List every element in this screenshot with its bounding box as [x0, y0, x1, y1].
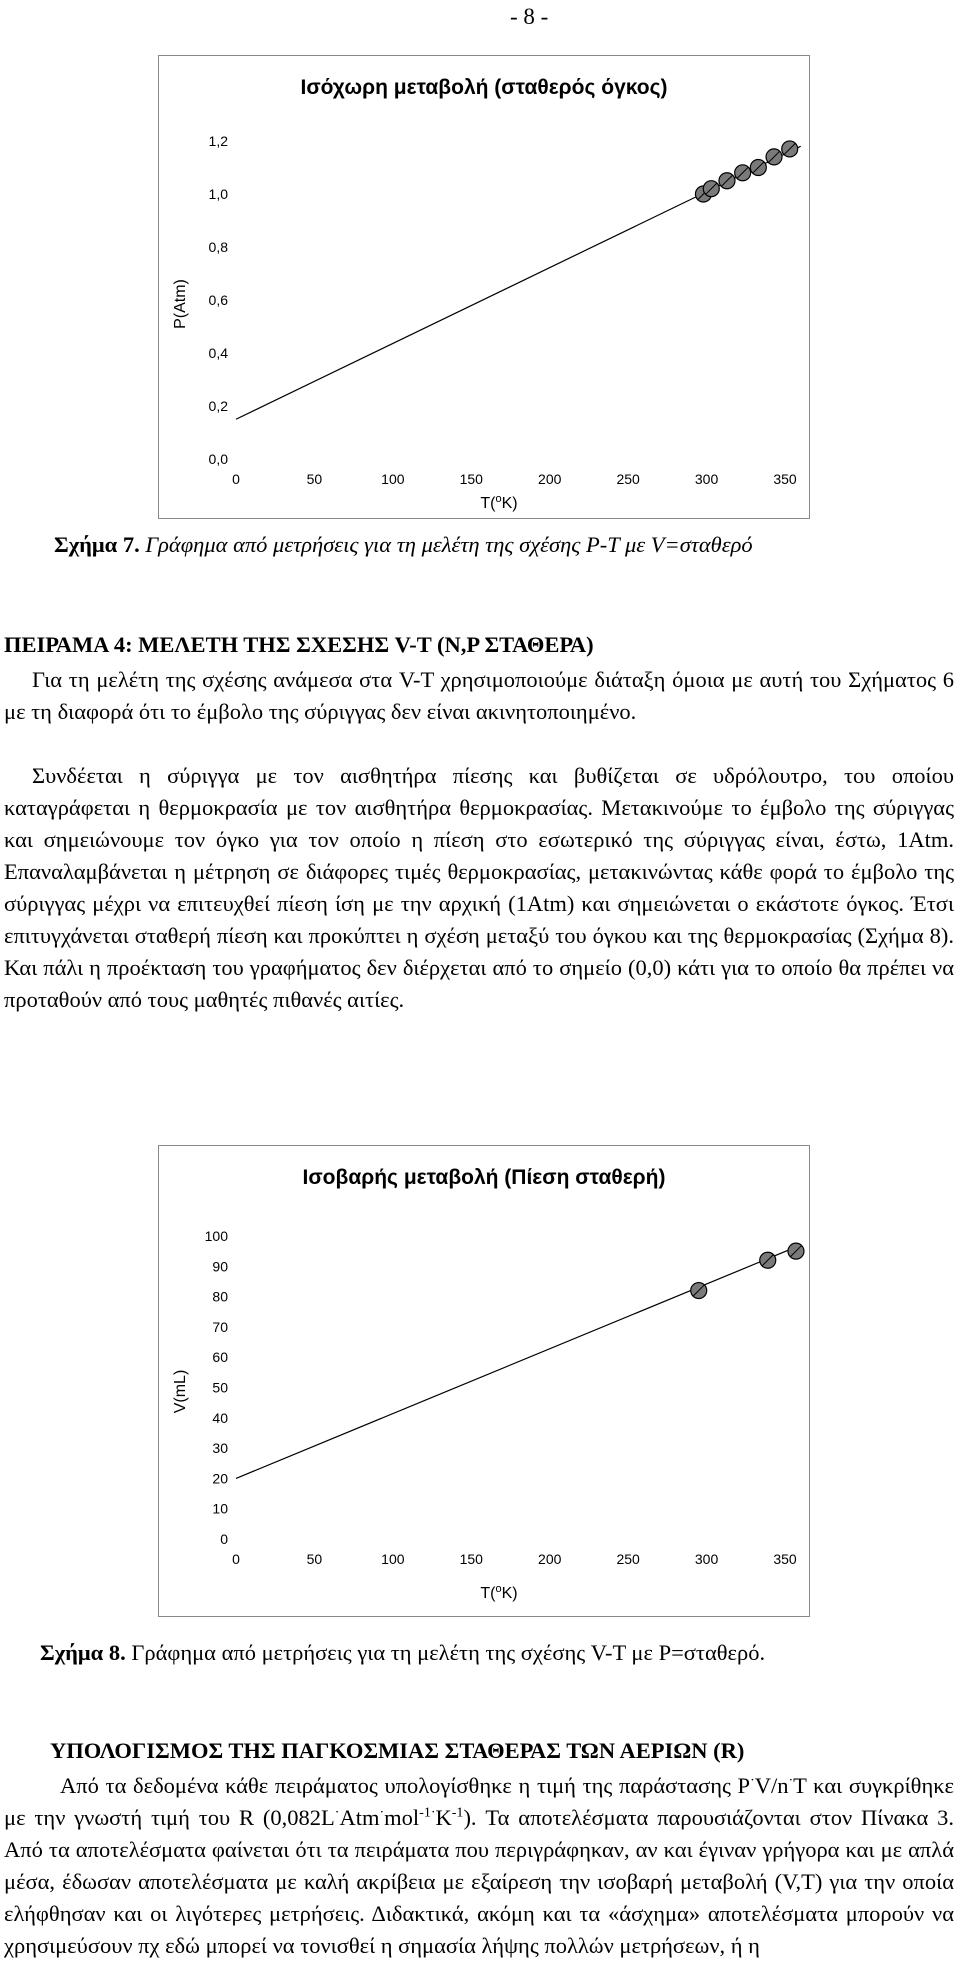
isochoric-chart-title: Ισόχωρη μεταβολή (σταθερός όγκος) [300, 76, 668, 99]
figure-8-caption-text: Γράφημα από μετρήσεις για τη μελέτη της σχέσης V-T με P=σταθερό. [125, 1640, 766, 1665]
isochoric-x-tick-label: 250 [616, 471, 640, 487]
isobaric-chart-title: Ισοβαρής μεταβολή (Πίεση σταθερή) [302, 1166, 666, 1189]
isochoric-x-tick-label: 100 [381, 471, 405, 487]
isobaric-x-tick-label: 150 [459, 1551, 483, 1567]
gas-constant-text-f: K [435, 1805, 452, 1830]
isochoric-y-tick-label: 1,2 [208, 133, 228, 149]
isochoric-y-tick-label: 1,0 [208, 186, 228, 202]
figure-8-caption [40, 1640, 765, 1666]
isochoric-x-tick-label: 300 [694, 471, 719, 487]
experiment-4-title: ΠΕΙΡΑΜΑ 4: ΜΕΛΕΤΗ ΤΗΣ ΣΧΕΣΗΣ V-T (N,P ΣΤΑΘΕΡΑ) [4, 632, 594, 657]
isochoric-x-tick-label: 200 [538, 471, 562, 487]
gas-constant-title: ΥΠΟΛΟΓΙΣΜΟΣ ΤΗΣ ΠΑΓΚΟΣΜΙΑΣ ΣΤΑΘΕΡΑΣ ΤΩΝ ΑΕΡΙΩΝ (R) [50, 1738, 745, 1763]
isochoric-x-tick-label: 50 [306, 471, 323, 487]
isobaric-y-tick-label: 30 [212, 1440, 228, 1457]
gas-constant-text-c: T και συγκρίθηκε με την γνωστή τιμή του R (0,082L [4, 1773, 954, 1830]
chart-isobaric-svg [159, 1146, 809, 1616]
dot-4: · [379, 1805, 385, 1821]
isobaric-y-tick-label: 10 [212, 1500, 228, 1517]
isobaric-x-tick-label: 100 [381, 1551, 405, 1567]
isochoric-x-tick-label: 350 [773, 471, 797, 487]
dot-3: · [334, 1805, 340, 1821]
experiment-4-paragraph-1: Για τη μελέτη της σχέσης ανάμεσα στα V-T χρησιμοποιούμε διάταξη όμοια με αυτή του Σχήματος 6 με τη διαφορά ότι το έμβολο της σύριγγας δεν είναι ακινητοποιημένο. [4, 667, 954, 724]
isochoric-y-tick-label: 0,4 [208, 345, 228, 361]
gas-constant-text-d: Atm [339, 1805, 380, 1830]
chart-isobaric [158, 1145, 810, 1617]
isobaric-x-tick-label: 50 [306, 1551, 323, 1567]
isobaric-y-tick-label: 90 [212, 1258, 228, 1275]
gas-constant-paragraph [4, 1770, 954, 1962]
page-number: - 8 - [510, 4, 549, 29]
gas-constant-text-g: ). Τα αποτελέσματα παρουσιάζονται στον Πίνακα 3. Από τα αποτελέσματα φαίνεται ότι τα πειράματα που περιγράφηκαν, αν και έγιναν γρήγορα και με απλά μέσα, έδωσαν αποτελέσματα με καλή ακρίβεια με εξαίρεση την ισοβαρή μεταβολή (V,T) για την οποία ελήφθησαν και οι λιγότερες μετρήσεις. Διδακτικά, ακόμη και τα «άσχημα» αποτελέσματα μπορούν να χρησιμεύσουν πχ εδώ μπορεί να τονισθεί η σημασία λήψης πολλών μετρήσεων, ή η [4, 1805, 954, 1958]
isobaric-y-tick-label: 80 [212, 1288, 228, 1305]
gas-constant-text-a: Από τα δεδομένα κάθε πειράματος υπολογίσθηκε η τιμή της παράστασης P [60, 1773, 751, 1798]
isobaric-x-tick-label: 250 [616, 1551, 640, 1567]
isobaric-x-tick-label: 350 [773, 1551, 797, 1567]
gas-constant-text-e: mol [384, 1805, 420, 1830]
isobaric-y-tick-label: 20 [212, 1470, 228, 1487]
isobaric-y-tick-label: 60 [212, 1349, 228, 1366]
figure-7-caption [54, 532, 753, 558]
gas-constant-text-b: V/n [754, 1773, 789, 1798]
isobaric-y-tick-label: 40 [212, 1409, 228, 1426]
isochoric-y-tick-label: 0,8 [208, 239, 228, 255]
isochoric-x-tick-label: 0 [232, 471, 240, 487]
dot-2: · [788, 1773, 794, 1789]
isobaric-y-tick-label: 100 [204, 1228, 228, 1244]
sup-minus-one-a: -1 [419, 1805, 431, 1821]
isobaric-trend-line [236, 1245, 801, 1478]
experiment-4-paragraph-2: Συνδέεται η σύριγγα με τον αισθητήρα πίεσης και βυθίζεται σε υδρόλουτρο, του οποίου καταγράφεται η θερμοκρασία με τον αισθητήρα θερμοκρασίας. Μετακινούμε το έμβολο της σύριγγας και σημειώνουμε τον όγκο για τον οποίο η πίεση στο εσωτερικό της σύριγγας είναι, έστω, 1Atm. Επαναλαμβάνεται η μέτρηση σε διάφορες τιμές θερμοκρασίας, μετακινώντας κάθε φορά το έμβολο της σύριγγας μέχρι να επιτευχθεί πίεση ίση με την αρχική (1Atm) και σημειώνεται ο εκάστοτε όγκος. Έτσι επιτυγχάνεται σταθερή πίεση και προκύπτει η σχέση μεταξύ του όγκου και της θερμοκρασίας (Σχήμα 8). Και πάλι η προέκταση του γραφήματος δεν διέρχεται από το σημείο (0,0) κάτι για το οποίο θα πρέπει να προταθούν από τους μαθητές πιθανές αιτίες. [4, 763, 954, 1012]
isobaric-x-tick-label: 300 [694, 1551, 719, 1567]
isobaric-x-tick-label: 200 [538, 1551, 562, 1567]
isochoric-y-tick-label: 0,6 [208, 292, 228, 308]
isochoric-x-tick-label: 150 [459, 471, 483, 487]
dot-1: · [750, 1773, 755, 1789]
figure-7-caption-label: Σχήμα 7. [54, 532, 140, 557]
isobaric-x-axis-label: T($^o$K) [480, 1583, 518, 1602]
figure-7-caption-text: Γράφημα από μετρήσεις για τη μελέτη της σχέσης P-T με V=σταθερό [139, 532, 753, 557]
isobaric-y-tick-label: 50 [212, 1379, 228, 1396]
isochoric-y-tick-label: 0,0 [208, 451, 228, 467]
isochoric-y-tick-label: 0,2 [208, 398, 228, 414]
isochoric-y-axis-label: P(Atm) [172, 279, 189, 329]
isobaric-x-tick-label: 0 [232, 1551, 240, 1567]
isobaric-y-tick-label: 0 [220, 1531, 228, 1547]
dot-5: · [430, 1805, 436, 1821]
chart-isochoric [158, 55, 810, 519]
isochoric-x-axis-label: T($^o$K) [480, 493, 518, 512]
sup-minus-one-b: -1 [451, 1805, 464, 1821]
chart-isochoric-svg [159, 56, 809, 518]
figure-8-caption-label: Σχήμα 8. [40, 1640, 126, 1665]
isobaric-y-tick-label: 70 [212, 1318, 228, 1335]
isobaric-y-axis-label: V(mL) [172, 1369, 189, 1414]
